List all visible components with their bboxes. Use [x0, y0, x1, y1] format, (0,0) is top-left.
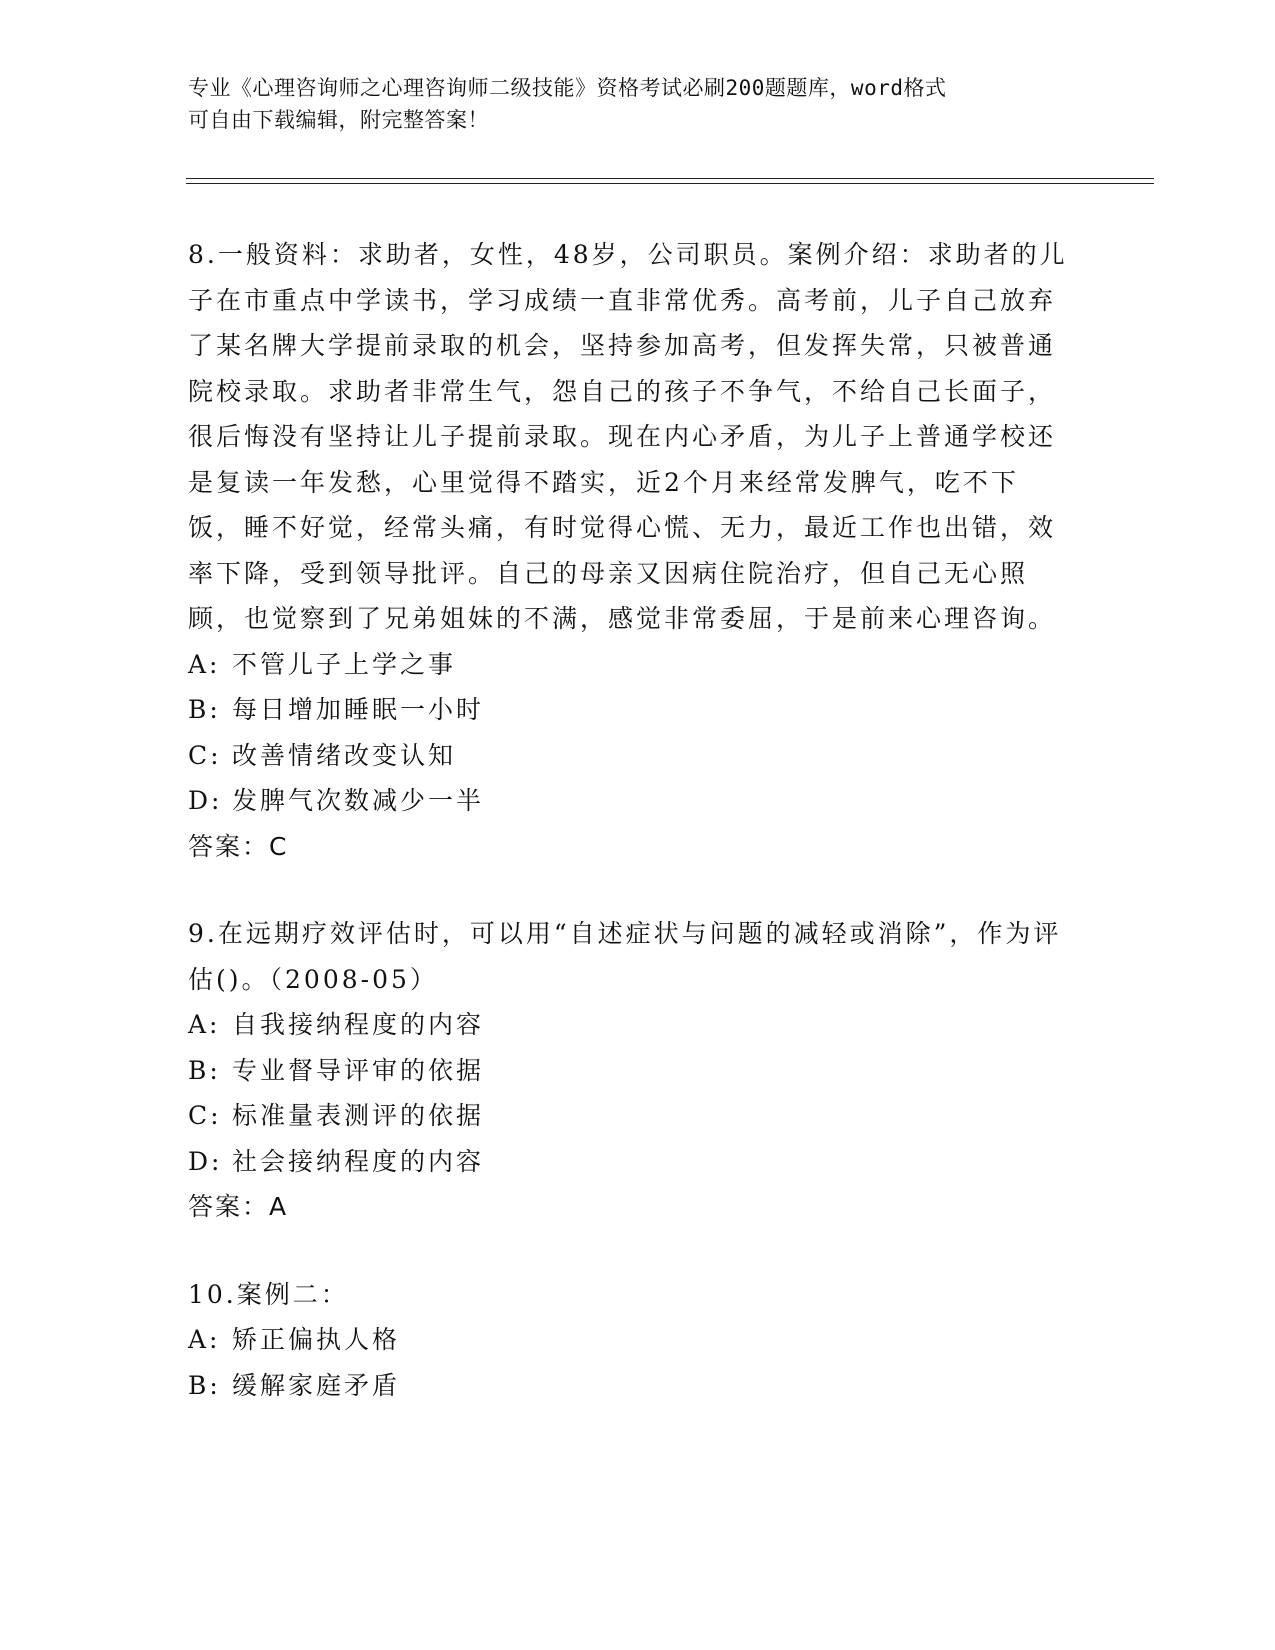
- option-b: [188, 687, 1068, 733]
- option-b: [188, 1363, 1068, 1409]
- option-d: [188, 1139, 1068, 1185]
- question-list: [188, 232, 1068, 1450]
- question-stem: 9.在远期疗效评估时，可以用“自述症状与问题的减轻或消除”，作为评估()。（2008-05）: [188, 919, 1062, 994]
- option-key: A:: [188, 1010, 221, 1039]
- option-a: [188, 1002, 1068, 1048]
- question-stem: 8.一般资料：求助者，女性，48岁，公司职员。案例介绍：求助者的儿子在市重点中学读书，学习成绩一直非常优秀。高考前，儿子自己放弃了某名牌大学提前录取的机会，坚持参加高考，但发挥失常，只被普通院校录取。求助者非常生气，怨自己的孩子不争气，不给自己长面子，很后悔没有坚持让儿子提前录取。现在内心矛盾，为儿子上普通学校还是复读一年发愁，心里觉得不踏实，近2个月来经常发脾气，吃不下饭，睡不好觉，经常头痛，有时觉得心慌、无力，最近工作也出错，效率下降，受到领导批评。自己的母亲又因病住院治疗，但自己无心照顾，也觉察到了兄弟姐妹的不满，感觉非常委屈，于是前来心理咨询。: [188, 240, 1068, 633]
- question-8: [188, 232, 1068, 869]
- document-header: [188, 72, 1068, 136]
- option-key: C:: [188, 740, 222, 770]
- question-stem: 10.案例二：: [188, 1279, 349, 1309]
- header-divider-bottom: [186, 183, 1154, 184]
- option-key: D:: [188, 786, 223, 815]
- option-key: B:: [188, 695, 221, 724]
- option-b: [188, 1048, 1068, 1094]
- option-text: 专业督导评审的依据: [232, 1055, 485, 1085]
- option-key: A:: [188, 649, 221, 679]
- option-key: C:: [188, 1101, 222, 1130]
- option-key: B:: [188, 1055, 221, 1085]
- answer-line: 答案：C: [188, 831, 289, 861]
- option-text: 改善情绪改变认知: [232, 740, 457, 770]
- question-9: [188, 911, 1068, 1230]
- question-10: [188, 1272, 1068, 1409]
- option-text: 每日增加睡眠一小时: [232, 695, 485, 724]
- option-text: 自我接纳程度的内容: [232, 1010, 485, 1039]
- option-text: 不管儿子上学之事: [232, 649, 457, 679]
- option-c: [188, 733, 1068, 779]
- option-text: 发脾气次数减少一半: [232, 786, 485, 815]
- option-text: 缓解家庭矛盾: [232, 1370, 401, 1400]
- option-d: [188, 778, 1068, 824]
- header-divider-top: [186, 178, 1154, 179]
- option-text: 矫正偏执人格: [232, 1325, 401, 1354]
- option-key: D:: [188, 1146, 223, 1176]
- option-key: B:: [188, 1370, 221, 1400]
- option-text: 社会接纳程度的内容: [232, 1146, 485, 1176]
- option-text: 标准量表测评的依据: [232, 1101, 485, 1130]
- option-c: [188, 1093, 1068, 1139]
- header-title-line-1: 专业《心理咨询师之心理咨询师二级技能》资格考试必刷200题题库，word格式: [188, 76, 947, 100]
- option-a: [188, 642, 1068, 688]
- option-key: A:: [188, 1325, 221, 1354]
- header-title-line-2: 可自由下载编辑，附完整答案！: [188, 108, 489, 132]
- option-a: [188, 1317, 1068, 1363]
- answer-line: 答案：A: [188, 1192, 289, 1221]
